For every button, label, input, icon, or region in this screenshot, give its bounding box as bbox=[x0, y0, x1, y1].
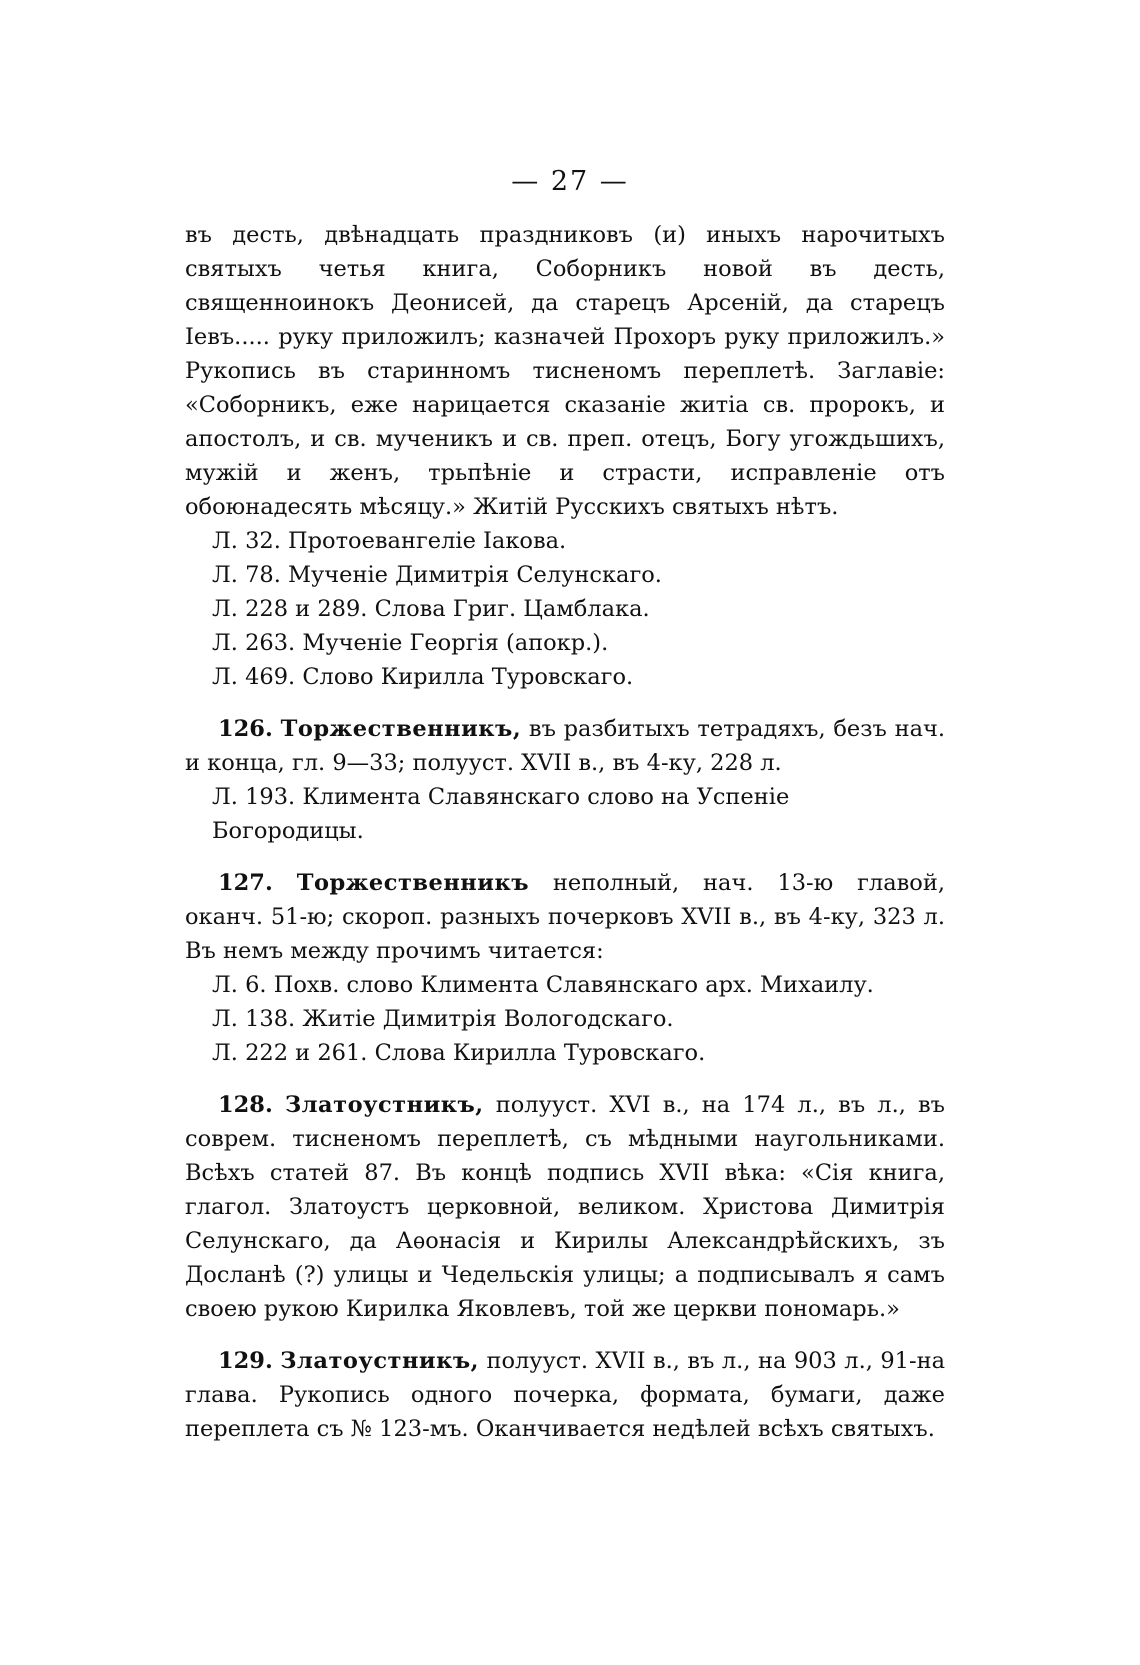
folio-entry: Л. 78. Мученіе Димитрія Селунскаго. bbox=[212, 562, 662, 588]
folio-entry: Л. 222 и 261. Слова Кирилла Туровскаго. bbox=[212, 1040, 706, 1066]
folio-entry: Л. 263. Мученіе Георгія (апокр.). bbox=[212, 630, 609, 656]
entry-paragraph bbox=[185, 1088, 945, 1326]
manuscript-entry-126 bbox=[185, 712, 945, 848]
entry-number: 128. bbox=[218, 1092, 273, 1118]
entry-title: Златоустникъ, bbox=[280, 1348, 479, 1374]
text-block bbox=[185, 218, 945, 1446]
entry-number: 129. bbox=[218, 1348, 273, 1374]
manuscript-entry-129 bbox=[185, 1344, 945, 1446]
intro-section bbox=[185, 218, 945, 694]
folio-entry: Л. 32. Протоевангеліе Іакова. bbox=[212, 528, 567, 554]
folio-entry: Л. 228 и 289. Слова Григ. Цамблака. bbox=[212, 596, 650, 622]
folio-entry: Л. 6. Похв. слово Климента Славянскаго арх. Михаилу. bbox=[212, 972, 874, 998]
page-number: — 27 — bbox=[511, 166, 629, 197]
entry-title: Торжественникъ, bbox=[280, 716, 522, 742]
entry-description: полууст. XVI в., на 174 л., въ л., въ соврем. тисненомъ переплетѣ, съ мѣдными наугольниками. Всѣхъ статей 87. Въ концѣ подпись XVII вѣка: «Сія книга, глагол. Златоустъ церковной, великом. Христова Димитрія Селунскаго, да Аѳонасія и Кирилы Александрѣйскихъ, зъ Досланѣ (?) улицы и Чедельскія улицы; а подписывалъ я самъ своею рукою Кирилка Яковлевъ, той же церкви пономарь.» bbox=[185, 1092, 946, 1322]
folio-entry: Л. 138. Житіе Димитрія Вологодскаго. bbox=[212, 1006, 674, 1032]
entry-title: Златоустникъ, bbox=[284, 1092, 484, 1118]
entry-number: 126. bbox=[218, 716, 273, 742]
folio-entry: Л. 193. Климента Славянскаго слово на Успеніе Богородицы. bbox=[212, 784, 790, 844]
manuscript-entry-128 bbox=[185, 1088, 945, 1326]
entry-title: Торжественникъ bbox=[296, 870, 529, 896]
manuscript-entry-127 bbox=[185, 866, 945, 1070]
intro-paragraph: въ десть, двѣнадцать праздниковъ (и) иныхъ нарочитыхъ святыхъ четья книга, Соборникъ новой въ десть, священноинокъ Деонисей, да старецъ Арсеній, да старецъ Іевъ..... руку приложилъ; казначей Прохоръ руку приложилъ.» Рукопись въ старинномъ тисненомъ переплетѣ. Заглавіе: «Соборникъ, еже нарицается сказаніе житіа св. пророкъ, и апостолъ, и св. мученикъ и св. преп. отецъ, Богу угождьшихъ, мужій и женъ, трьпѣніе и страсти, исправленіе отъ обоюнадесять мѣсяцу.» Житій Русскихъ святыхъ нѣтъ. bbox=[185, 222, 945, 520]
entry-number: 127. bbox=[218, 870, 273, 896]
entry-paragraph bbox=[185, 866, 945, 968]
entry-paragraph bbox=[185, 1344, 945, 1446]
entry-paragraph bbox=[185, 712, 945, 780]
entry-description: полууст. XVII в., въ л., на 903 л., 91-на глава. Рукопись одного почерка, формата, бумаги, даже переплета съ № 123-мъ. Оканчивается недѣлей всѣхъ святыхъ. bbox=[185, 1348, 945, 1442]
entry-description: въ разбитыхъ тетрадяхъ, безъ нач. и конца, гл. 9—33; полууст. XVII в., въ 4-ку, 228 л. bbox=[185, 716, 946, 776]
entry-description: неполный, нач. 13-ю главой, оканч. 51-ю; скороп. разныхъ почерковъ XVII в., въ 4-ку, 323 л. Въ немъ между прочимъ читается: bbox=[185, 870, 945, 964]
folio-entry: Л. 469. Слово Кирилла Туровскаго. bbox=[212, 664, 634, 690]
